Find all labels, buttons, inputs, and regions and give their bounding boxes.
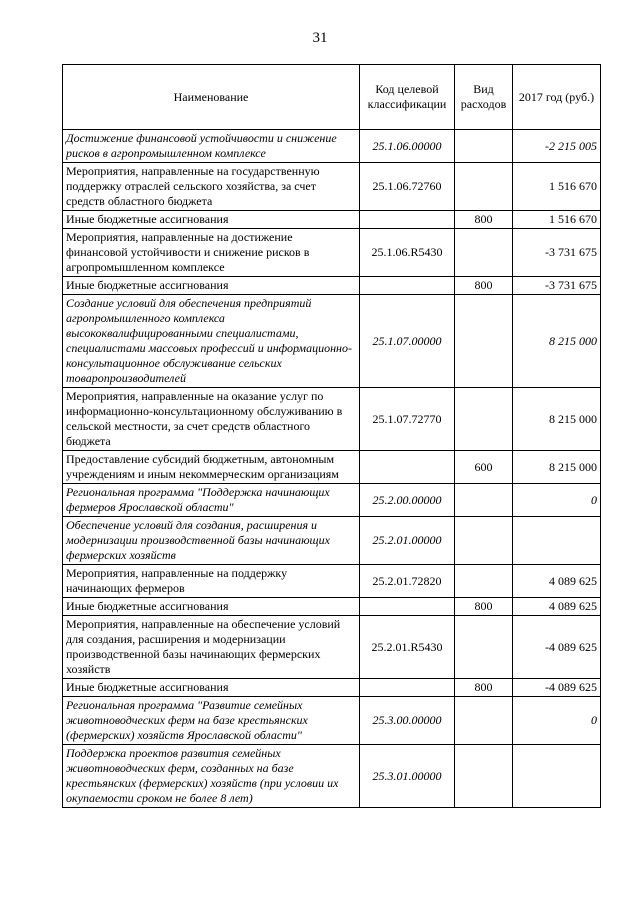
- cell-name: Мероприятия, направленные на обеспечение условий для создания, расширения и модернизации производственной базы начинающих фермерских хозяйств: [63, 616, 360, 679]
- cell-kind: 800: [455, 211, 513, 229]
- table-header-row: [63, 65, 601, 130]
- cell-name: Региональная программа "Развитие семейных животноводческих ферм на базе крестьянских (фермерских) хозяйств Ярославской области": [63, 697, 360, 745]
- cell-amount: -3 731 675: [513, 277, 601, 295]
- cell-kind: [455, 229, 513, 277]
- cell-amount: 1 516 670: [513, 211, 601, 229]
- cell-name: Мероприятия, направленные на поддержку начинающих фермеров: [63, 565, 360, 598]
- cell-amount: 8 215 000: [513, 388, 601, 451]
- cell-code: [360, 211, 455, 229]
- cell-code: 25.3.01.00000: [360, 745, 455, 808]
- table-row: [63, 517, 601, 565]
- cell-amount: 0: [513, 484, 601, 517]
- cell-amount: -2 215 005: [513, 130, 601, 163]
- header-code: Код целевой классификации: [360, 65, 455, 130]
- cell-kind: [455, 745, 513, 808]
- cell-kind: [455, 163, 513, 211]
- header-kind: Вид расходов: [455, 65, 513, 130]
- table-row: [63, 616, 601, 679]
- cell-name: Иные бюджетные ассигнования: [63, 211, 360, 229]
- cell-name: Иные бюджетные ассигнования: [63, 679, 360, 697]
- cell-name: Иные бюджетные ассигнования: [63, 277, 360, 295]
- table-row: [63, 451, 601, 484]
- cell-code: 25.1.06.00000: [360, 130, 455, 163]
- table-row: [63, 130, 601, 163]
- cell-amount: -4 089 625: [513, 616, 601, 679]
- cell-name: Региональная программа "Поддержка начинающих фермеров Ярославской области": [63, 484, 360, 517]
- cell-code: [360, 277, 455, 295]
- cell-amount: [513, 745, 601, 808]
- table-row: [63, 163, 601, 211]
- cell-name: Мероприятия, направленные на оказание услуг по информационно-консультационному обслуживанию в сельской местности, за счет средств областного бюджета: [63, 388, 360, 451]
- cell-amount: 4 089 625: [513, 565, 601, 598]
- cell-kind: 800: [455, 277, 513, 295]
- cell-amount: 8 215 000: [513, 451, 601, 484]
- cell-amount: 0: [513, 697, 601, 745]
- cell-code: 25.1.07.00000: [360, 295, 455, 388]
- cell-name: Создание условий для обеспечения предприятий агропромышленного комплекса высококвалифицированными специалистами, специалистами массовых профессий и информационно-консультационное обслуживание сельских товаропроизводителей: [63, 295, 360, 388]
- table-row: [63, 484, 601, 517]
- table-row: [63, 277, 601, 295]
- table-row: [63, 388, 601, 451]
- cell-kind: [455, 388, 513, 451]
- cell-amount: 4 089 625: [513, 598, 601, 616]
- page-number: 31: [312, 30, 328, 46]
- header-name: Наименование: [63, 65, 360, 130]
- table-row: [63, 745, 601, 808]
- cell-code: 25.1.06.R5430: [360, 229, 455, 277]
- cell-name: Достижение финансовой устойчивости и снижение рисков в агропромышленном комплексе: [63, 130, 360, 163]
- cell-kind: 600: [455, 451, 513, 484]
- cell-amount: -4 089 625: [513, 679, 601, 697]
- cell-code: 25.1.06.72760: [360, 163, 455, 211]
- cell-name: Поддержка проектов развития семейных животноводческих ферм, созданных на базе крестьянских (фермерских) хозяйств (при условии их окупаемости сроком не более 8 лет): [63, 745, 360, 808]
- cell-name: Мероприятия, направленные на государственную поддержку отраслей сельского хозяйства, за счет средств областного бюджета: [63, 163, 360, 211]
- cell-kind: [455, 697, 513, 745]
- budget-table: [62, 64, 601, 808]
- cell-code: [360, 598, 455, 616]
- cell-code: 25.2.01.R5430: [360, 616, 455, 679]
- cell-kind: [455, 517, 513, 565]
- cell-code: 25.2.01.00000: [360, 517, 455, 565]
- cell-code: 25.2.00.00000: [360, 484, 455, 517]
- cell-kind: 800: [455, 598, 513, 616]
- cell-name: Обеспечение условий для создания, расширения и модернизации производственной базы начинающих фермерских хозяйств: [63, 517, 360, 565]
- table-row: [63, 565, 601, 598]
- cell-kind: [455, 565, 513, 598]
- cell-name: Предоставление субсидий бюджетным, автономным учреждениям и иным некоммерческим организациям: [63, 451, 360, 484]
- cell-kind: [455, 484, 513, 517]
- table-row: [63, 697, 601, 745]
- cell-code: 25.1.07.72770: [360, 388, 455, 451]
- cell-name: Мероприятия, направленные на достижение финансовой устойчивости и снижение рисков в агропромышленном комплексе: [63, 229, 360, 277]
- cell-kind: [455, 295, 513, 388]
- header-amount: 2017 год (руб.): [513, 65, 601, 130]
- table-row: [63, 295, 601, 388]
- cell-name: Иные бюджетные ассигнования: [63, 598, 360, 616]
- cell-amount: -3 731 675: [513, 229, 601, 277]
- cell-kind: [455, 616, 513, 679]
- cell-code: [360, 451, 455, 484]
- cell-amount: 1 516 670: [513, 163, 601, 211]
- cell-code: [360, 679, 455, 697]
- table-row: [63, 229, 601, 277]
- cell-kind: [455, 130, 513, 163]
- cell-amount: 8 215 000: [513, 295, 601, 388]
- table-body: [63, 130, 601, 808]
- cell-kind: 800: [455, 679, 513, 697]
- table-row: [63, 211, 601, 229]
- cell-code: 25.2.01.72820: [360, 565, 455, 598]
- cell-amount: [513, 517, 601, 565]
- cell-code: 25.3.00.00000: [360, 697, 455, 745]
- table-row: [63, 598, 601, 616]
- table-row: [63, 679, 601, 697]
